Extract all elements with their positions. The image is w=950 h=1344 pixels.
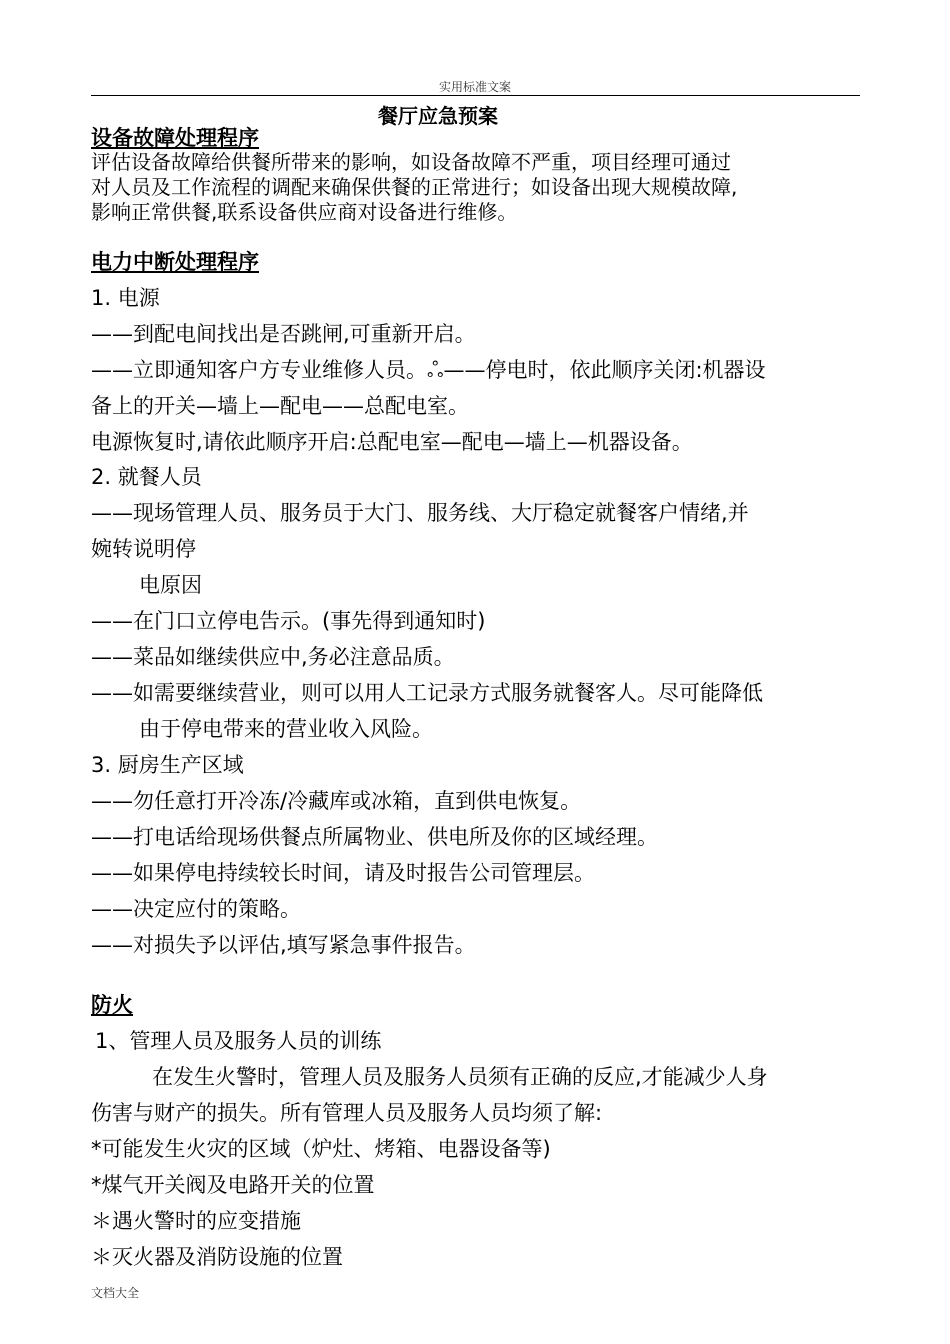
- list-item: 2. 就餐人员: [91, 465, 202, 489]
- page-footer-text: 文档大全: [91, 1286, 140, 1300]
- list-item: ——勿任意打开冷冻/冷藏库或冰箱，直到供电恢复。: [91, 789, 582, 813]
- list-item: 婉转说明停: [91, 537, 196, 561]
- list-item: ——菜品如继续供应中,务必注意品质。: [91, 645, 455, 669]
- list-item: *煤气开关阀及电路开关的位置: [91, 1173, 375, 1197]
- list-item: 1. 电源: [91, 286, 160, 310]
- list-item: 电原因: [139, 573, 202, 597]
- list-item: ＊遇火警时的应变措施: [91, 1209, 301, 1233]
- page-header-text: 实用标准文案: [438, 80, 511, 94]
- list-item: ——对损失予以评估,填写紧急事件报告。: [91, 933, 476, 957]
- list-item: 备上的开关—墙上—配电——总配电室。: [91, 394, 469, 418]
- list-item: 由于停电带来的营业收入风险。: [139, 717, 433, 741]
- list-item: ——现场管理人员、服务员于大门、服务线、大厅稳定就餐客户情绪,并: [91, 501, 749, 525]
- list-item: ——在门口立停电告示。(事先得到通知时): [91, 609, 486, 633]
- document-title: 餐厅应急预案: [378, 104, 498, 128]
- list-item: *可能发生火灾的区域（炉灶、烤箱、电器设备等): [91, 1137, 551, 1161]
- section-heading-fire-prevention: 防火: [91, 993, 133, 1017]
- section-heading-equipment-failure: 设备故障处理程序: [91, 126, 259, 150]
- list-item: 在发生火警时，管理人员及服务人员须有正确的反应,才能减少人身: [152, 1065, 768, 1089]
- list-item: 1、管理人员及服务人员的训练: [95, 1029, 382, 1053]
- list-item: ——打电话给现场供餐点所属物业、供电所及你的区域经理。: [91, 825, 658, 849]
- paragraph-line: 对人员及工作流程的调配来确保供餐的正常进行；如设备出现大规模故障,: [91, 175, 738, 199]
- header-divider: [91, 95, 860, 96]
- paragraph-line: 影响正常供餐,联系设备供应商对设备进行维修。: [91, 200, 518, 224]
- list-item: ——如需要继续营业，则可以用人工记录方式服务就餐客人。尽可能降低: [91, 681, 763, 705]
- list-item: ——立即通知客户方专业维修人员。ஃ——停电时，依此顺序关闭:机器设: [91, 358, 766, 382]
- list-item: ——如果停电持续较长时间，请及时报告公司管理层。: [91, 861, 595, 885]
- list-item: 3. 厨房生产区域: [91, 753, 244, 777]
- list-item: ＊灭火器及消防设施的位置: [91, 1245, 343, 1269]
- list-item: 电源恢复时,请依此顺序开启:总配电室—配电—墙上—机器设备。: [91, 430, 693, 454]
- paragraph-line: 评估设备故障给供餐所带来的影响，如设备故障不严重，项目经理可通过: [91, 150, 731, 174]
- list-item: ——到配电间找出是否跳闸,可重新开启。: [91, 322, 476, 346]
- section-body-equipment-failure: [91, 150, 871, 225]
- list-item: 伤害与财产的损失。所有管理人员及服务人员均须了解:: [91, 1101, 603, 1125]
- list-item: ——决定应付的策略。: [91, 897, 301, 921]
- section-heading-power-outage: 电力中断处理程序: [91, 250, 259, 274]
